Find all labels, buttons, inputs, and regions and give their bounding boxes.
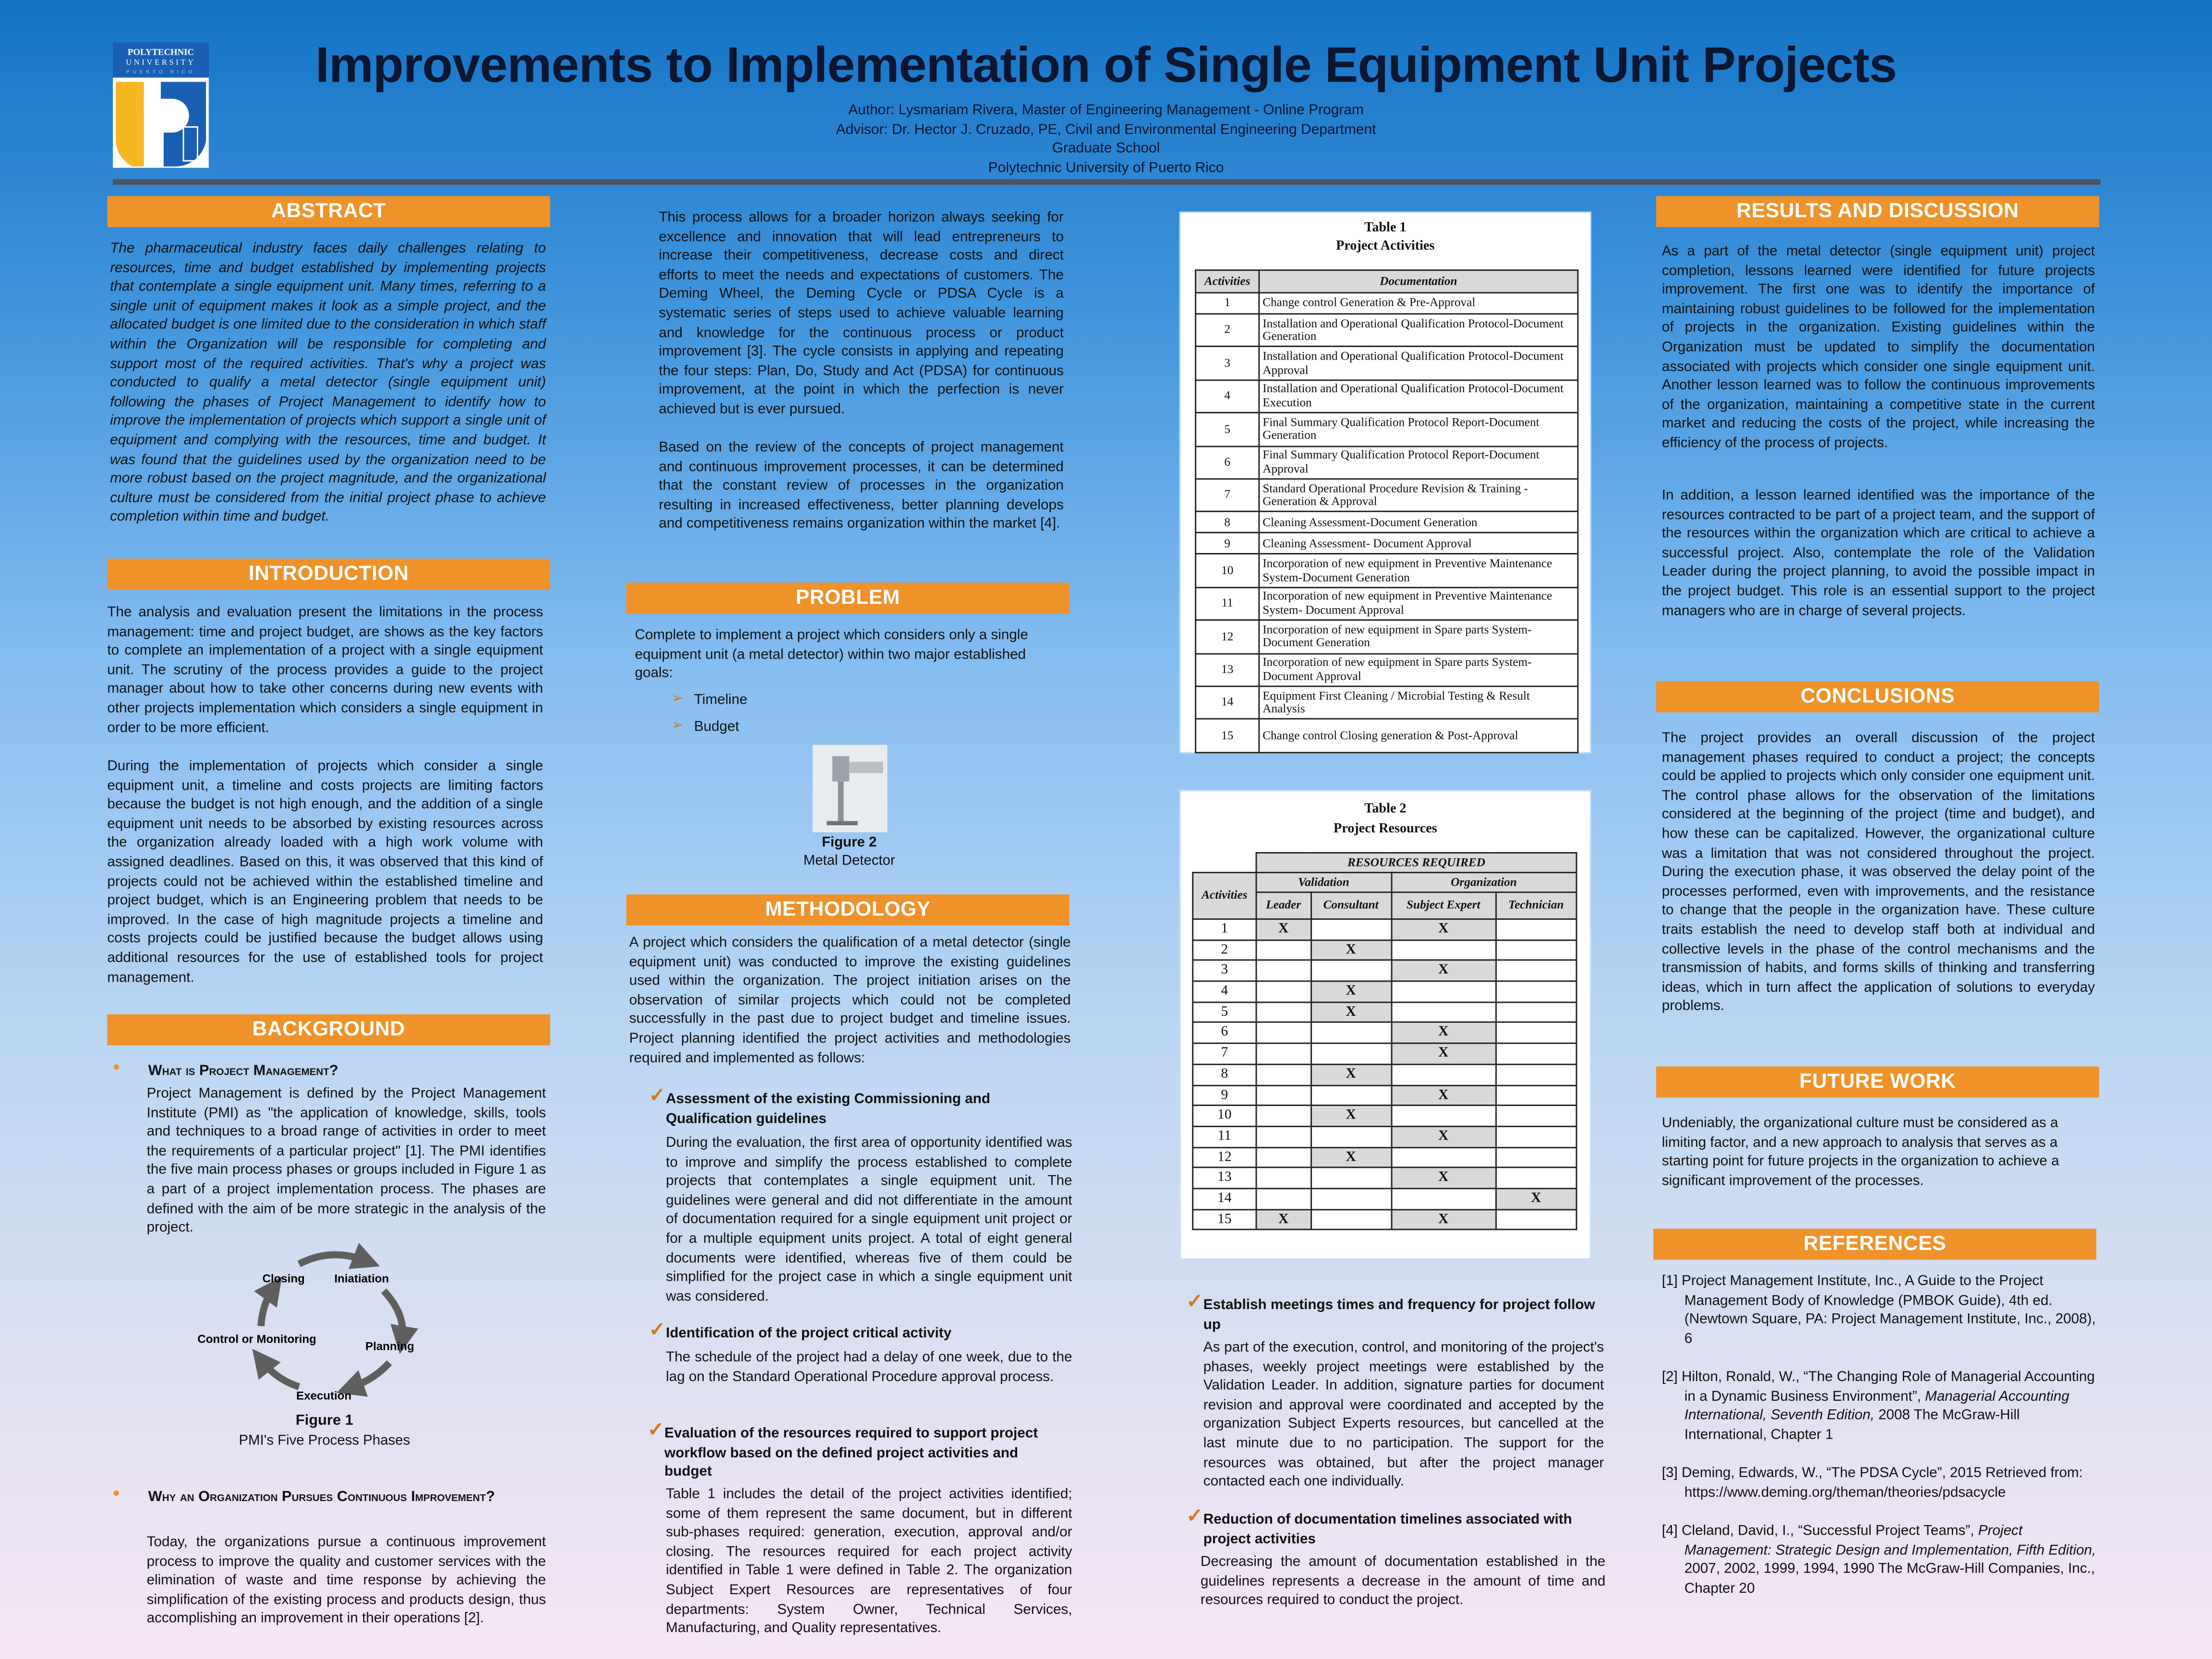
resource-cell <box>1496 981 1576 1002</box>
table2-row <box>1193 981 1576 1002</box>
school: Graduate School <box>1052 141 1160 157</box>
table2-row <box>1193 1085 1576 1106</box>
table1-label: Table 1 <box>1364 220 1407 236</box>
activity-number: 10 <box>1193 1106 1256 1126</box>
arrow-planning-to-execution <box>350 1363 389 1388</box>
table2-row <box>1193 1044 1576 1064</box>
resource-cell <box>1256 1022 1310 1043</box>
table2 <box>1179 790 1591 1260</box>
goal-budget: Budget <box>694 719 739 735</box>
reference-text: Project Management: Strategic Design and Implementation, Fifth Edition, <box>1684 1523 2096 1559</box>
step-4-title: ✓ Establish meetings times and frequency for project follow up <box>1186 1289 1595 1333</box>
reference-text: Managerial Accounting International, Seventh Edition, <box>1684 1389 2069 1424</box>
table2-row <box>1193 1147 1576 1167</box>
activity-documentation: Incorporation of new equipment in Preventive Maintenance System- Document Approval <box>1259 587 1578 620</box>
background-a2: Today, the organizations pursue a continuous improvement process to improve the quality and customer services with the elimination of waste and time response by achieving the simplification of the existing process and products design, thus accomplishing an improvement in their operations [2]. <box>146 1535 546 1627</box>
table1 <box>1179 212 1591 753</box>
header-divider <box>113 179 2101 185</box>
resource-cell: X <box>1391 1022 1496 1043</box>
activity-number: 12 <box>1193 1147 1256 1167</box>
table2-row <box>1193 1106 1576 1126</box>
activity-number: 6 <box>1193 1022 1256 1043</box>
resource-cell <box>1310 1044 1391 1064</box>
resource-cell <box>1496 1147 1576 1167</box>
table1-row <box>1196 533 1578 554</box>
table2-row <box>1193 1064 1576 1085</box>
metal-detector-image <box>813 745 888 832</box>
phase-label: Closing <box>262 1272 305 1286</box>
resource-cell: X <box>1310 1106 1391 1126</box>
resource-cell <box>1256 940 1310 961</box>
table2-row <box>1193 1002 1576 1022</box>
conclusions-text: The project provides an overall discussion of the project management phases required to conduct a project; the concepts could be applied to projects which only consider one equipment unit. The control phase allows for the observation of the limitations considered at the beginning of the project (time and budget), and how these can be capitalized. However, the organizational culture was a limitation that was not considered throughout the project. During the execution phase, it was observed the delay point of the processes performed, even with improvements, and the resistance to change that the people in the organization have. These culture traits establish the need to develop staff both at individual and collective levels in the phase of the control mechanisms and the transmission of habits, and forms skills of thinking and transferring ideas, which in turn affect the application of solutions to everyday problems. <box>1661 731 2095 1015</box>
figure1-label: Figure 1 <box>295 1412 353 1429</box>
arrow-control-to-closing <box>261 1288 274 1326</box>
resource-cell <box>1496 1126 1576 1147</box>
table2-row <box>1193 1168 1576 1189</box>
table2-col-subject-expert: Subject Expert <box>1391 892 1496 919</box>
results-p2: In addition, a lesson learned identified was the importance of the resources contracted to be part of a project team, and the support of the resources within the organization which are critical to achieve a successful project. Also, contemplate the role of the Validation Leader during the project planning, to avoid the possible impact in the project budget. This role is an essential support to the project managers who are in charge of several projects. <box>1661 488 2095 619</box>
activity-documentation: Incorporation of new equipment in Spare parts System-Document Approval <box>1259 653 1578 686</box>
activity-number: 2 <box>1193 940 1256 961</box>
activity-number: 4 <box>1193 981 1256 1002</box>
resource-cell: X <box>1391 1126 1496 1147</box>
activity-number: 1 <box>1196 293 1259 314</box>
arrow-bullet-icon: ➢ <box>671 691 684 707</box>
arrow-execution-to-control <box>261 1360 299 1387</box>
activity-number: 1 <box>1193 919 1256 940</box>
resource-cell: X <box>1310 1147 1391 1167</box>
table2-row <box>1193 1189 1576 1209</box>
resource-cell: X <box>1256 919 1310 940</box>
resource-cell <box>1496 1064 1576 1085</box>
phase-label: Iniatiation <box>334 1272 389 1286</box>
resource-cell <box>1496 1022 1576 1043</box>
resource-cell <box>1391 940 1496 961</box>
arrow-closing-to-initiation <box>299 1255 367 1264</box>
table1-header-activities: Activities <box>1196 270 1259 293</box>
background-q2: Why an Organization Pursues Continuous Improvement? <box>148 1488 495 1505</box>
table1-row <box>1196 554 1578 587</box>
checkmark-icon: ✓ <box>649 1317 666 1340</box>
figure2-caption: Metal Detector <box>803 853 895 869</box>
methodology-heading: METHODOLOGY <box>626 894 1070 926</box>
resource-cell <box>1256 1085 1310 1106</box>
table2-col-technician: Technician <box>1496 892 1576 919</box>
resource-cell: X <box>1310 940 1391 961</box>
resource-cell <box>1310 1209 1391 1230</box>
table2-row <box>1193 1209 1576 1230</box>
table2-row <box>1193 919 1576 940</box>
reference-text: [2] Hilton, Ronald, W., “The Changing Role of Managerial Accounting in a Dynamic Business Environment”, <box>1661 1370 2095 1405</box>
activity-documentation: Change control Generation & Pre-Approval <box>1259 293 1578 314</box>
table1-row <box>1196 620 1578 653</box>
goal-timeline: Timeline <box>694 692 747 709</box>
resource-cell <box>1496 919 1576 940</box>
reference-text: [3] Deming, Edwards, W., “The PDSA Cycle”, 2015 Retrieved from: https://www.deming.org/theman/theories/pdsacycle <box>1661 1466 2083 1501</box>
step-5-title: ✓ Reduction of documentation timelines associated with project activities <box>1186 1503 1572 1547</box>
table2-label: Table 2 <box>1364 801 1407 817</box>
activity-documentation: Final Summary Qualification Protocol Report-Document Approval <box>1259 446 1578 479</box>
reference-item <box>1662 1369 2099 1445</box>
step-1-title: ✓ Assessment of the existing Commissioning and Qualification guidelines <box>649 1083 990 1127</box>
activity-number: 3 <box>1193 961 1256 981</box>
activity-number: 11 <box>1193 1126 1256 1147</box>
table1-title: Project Activities <box>1336 238 1435 254</box>
activity-number: 15 <box>1193 1209 1256 1230</box>
table1-row <box>1196 446 1578 479</box>
resource-cell <box>1310 961 1391 981</box>
future-work-text: Undeniably, the organizational culture must be considered as a limiting factor, and a new approach to analysis that serves as a starting point for future projects in the organization to achieve a significant improvement of the processes. <box>1661 1116 2059 1189</box>
reference-item <box>1662 1464 2099 1503</box>
step-3-text: Table 1 includes the detail of the project activities identified; some of them represent the same document, but in different sub-phases required: generation, execution, approval and/or closing. The resources required for each project activity identified in Table 1 were defined in Table 2. The organization Subject Expert Resources are representatives of four departments: System Owner, Technical Services, Manufacturing, and Quality representatives. <box>666 1487 1072 1637</box>
resource-cell <box>1496 961 1576 981</box>
activity-documentation: Equipment First Cleaning / Microbial Testing & Result Analysis <box>1259 686 1578 719</box>
activity-number: 10 <box>1196 554 1259 587</box>
background-heading: BACKGROUND <box>107 1014 550 1046</box>
arrow-bullet-icon: ➢ <box>671 718 684 734</box>
step-1-text: During the evaluation, the first area of opportunity identified was to improve and simplify the process established to complete projects that contemplates a single equipment unit. The guidelines were general and did not differentiate in the amount of documentation required for a single equipment unit project or for a multiple equipment units project. A total of eight general documents were identified, whereas five of them could be simplified for the project case in which a single equipment unit was considered. <box>666 1135 1072 1305</box>
activity-documentation: Cleaning Assessment-Document Generation <box>1259 512 1578 533</box>
reference-item <box>1662 1273 2099 1349</box>
resource-cell <box>1256 961 1310 981</box>
activity-number: 13 <box>1193 1168 1256 1189</box>
university: Polytechnic University of Puerto Rico <box>988 160 1224 176</box>
table2-row <box>1193 1022 1576 1043</box>
checkmark-icon: ✓ <box>647 1418 664 1441</box>
activity-documentation: Installation and Operational Qualification Protocol-Document Approval <box>1259 347 1578 380</box>
activity-number: 13 <box>1196 653 1259 686</box>
arrow-initiation-to-planning <box>384 1291 403 1340</box>
resource-cell <box>1256 1126 1310 1147</box>
step-5-text: Decreasing the amount of documentation established in the guidelines represents a decrease in the amount of time and resources required to conduct the project. <box>1200 1554 1606 1609</box>
activity-documentation: Standard Operational Procedure Revision & Training - Generation & Approval <box>1259 479 1578 512</box>
methodology-text: A project which considers the qualification of a metal detector (single equipment unit) was conducted to improve the existing guidelines used within the organization. The project initiation arises on the observation of similar projects which could not be completed successfully in the past due to project budget and timeline issues. Project planning identified the project activities and methodologies required and implemented as follows: <box>629 935 1071 1066</box>
resource-cell <box>1310 1022 1391 1043</box>
process-cycle-diagram <box>183 1241 466 1411</box>
resource-cell <box>1256 1189 1310 1209</box>
checkmark-icon: ✓ <box>1186 1289 1203 1312</box>
resource-cell <box>1256 1002 1310 1022</box>
bullet-icon: • <box>113 1481 120 1504</box>
phase-label: Planning <box>365 1340 414 1353</box>
activity-number: 3 <box>1196 347 1259 380</box>
introduction-heading: INTRODUCTION <box>107 559 550 590</box>
table1-row <box>1196 293 1578 314</box>
resource-cell <box>1310 919 1391 940</box>
resource-cell: X <box>1391 1168 1496 1189</box>
resource-cell: X <box>1391 919 1496 940</box>
resource-cell <box>1496 1106 1576 1126</box>
resource-cell: X <box>1496 1189 1576 1209</box>
step-2-title: ✓ Identification of the project critical activity <box>649 1317 952 1342</box>
resource-cell <box>1496 1002 1576 1022</box>
advisor: Advisor: Dr. Hector J. Cruzado, PE, Civil and Environmental Engineering Department <box>836 122 1376 138</box>
step-4-text: As part of the execution, control, and monitoring of the project's phases, weekly project meetings were established by the Validation Leader. In addition, signature parties for document revision and approval were coordinated and accepted by the organization Subject Experts resources, but cancelled at the last minute due to no participation. The support for the resources was obtained, but after the project manager contacted each one individually. <box>1203 1340 1604 1490</box>
abstract-heading: ABSTRACT <box>107 196 550 227</box>
activity-documentation: Installation and Operational Qualification Protocol-Document Execution <box>1259 380 1578 413</box>
resource-cell <box>1391 1064 1496 1085</box>
activity-number: 7 <box>1193 1044 1256 1064</box>
reference-text: [1] Project Management Institute, Inc., A Guide to the Project Management Body of Knowledge (PMBOK Guide), 4th ed. (Newtown Square, PA: Project Management Institute, Inc., 2008), 6 <box>1661 1274 2096 1347</box>
activity-documentation: Final Summary Qualification Protocol Report-Document Generation <box>1259 413 1578 446</box>
activity-number: 14 <box>1193 1189 1256 1209</box>
table1-row <box>1196 587 1578 620</box>
resource-cell: X <box>1391 961 1496 981</box>
table1-row <box>1196 719 1578 752</box>
table1-row <box>1196 314 1578 347</box>
resource-cell <box>1496 1209 1576 1230</box>
activity-number: 8 <box>1193 1064 1256 1085</box>
activity-number: 7 <box>1196 479 1259 512</box>
resource-cell: X <box>1391 1044 1496 1064</box>
problem-text: Complete to implement a project which considers only a single equipment unit (a metal detector) within two major established goals: <box>635 627 1028 682</box>
resource-cell <box>1256 1147 1310 1167</box>
table1-row <box>1196 686 1578 719</box>
resource-cell: X <box>1310 1002 1391 1022</box>
table2-group-header: RESOURCES REQUIRED <box>1256 853 1576 872</box>
table2-col-leader: Leader <box>1256 892 1310 919</box>
resource-cell <box>1496 1085 1576 1106</box>
table2-subgroup-organization: Organization <box>1391 873 1576 892</box>
activity-number: 5 <box>1196 413 1259 446</box>
continuous-improvement-p2: Based on the review of the concepts of project management and continuous improvement processes, it can be determined that the constant review of processes in the organization resulting in increased effectiveness, better planning develops and competitiveness remains organization within the market [4]. <box>659 440 1064 533</box>
phase-label: Control or Monitoring <box>197 1333 316 1346</box>
phase-label: Execution <box>296 1389 352 1403</box>
references-heading: REFERENCES <box>1653 1229 2096 1260</box>
resource-cell: X <box>1391 1209 1496 1230</box>
activity-number: 8 <box>1196 512 1259 533</box>
problem-heading: PROBLEM <box>626 583 1070 614</box>
svg-text:UNIVERSITY: UNIVERSITY <box>126 58 196 67</box>
background-a1: Project Management is defined by the Project Management Institute (PMI) as "the application of knowledge, skills, tools and techniques to a broad range of activities in order to meet the requirements of a particular project" [1]. The PMI identifies the five main process phases or groups included in Figure 1 as a part of a project implementation process. The phases are defined with the aim of be more strategic in the analysis of the project. <box>146 1086 546 1236</box>
reference-item <box>1662 1522 2099 1599</box>
table1-row <box>1196 413 1578 446</box>
figure2-label: Figure 2 <box>821 835 877 851</box>
table1-header-documentation: Documentation <box>1259 270 1578 293</box>
future-work-heading: FUTURE WORK <box>1656 1067 2099 1098</box>
activity-number: 5 <box>1193 1002 1256 1022</box>
resource-cell <box>1496 1168 1576 1189</box>
table2-col-consultant: Consultant <box>1310 892 1391 919</box>
activity-number: 2 <box>1196 314 1259 347</box>
table1-row <box>1196 512 1578 533</box>
table1-row <box>1196 347 1578 380</box>
table2-row-header: Activities <box>1193 873 1256 919</box>
table2-row <box>1193 961 1576 981</box>
introduction-p1: The analysis and evaluation present the limitations in the process management: time and project budget, are shows as the key factors to complete an implementation of a project with a single equipment unit. The scrutiny of the process provides a guide to the project manager about how to take other concerns during new events with other projects implementation which considers a single equipment in order to be more efficient. <box>107 605 543 736</box>
resource-cell: X <box>1391 1085 1496 1106</box>
background-q1: What is Project Management? <box>148 1062 338 1080</box>
resource-cell <box>1256 981 1310 1002</box>
results-heading: RESULTS AND DISCUSSION <box>1656 196 2099 227</box>
results-p1: As a part of the metal detector (single equipment unit) project completion, lessons learned were identified for future projects improvement. The first one was to identify the importance of maintaining robust guidelines to be followed for the implementation of projects in the organization. Existing guidelines within the Organization must be updated to simplify the documentation associated with projects which consider one single equipment unit. Another lesson learned was to follow the continuous improvements of the organization, maintaining a competitive state in the current market and reducing the costs of the project, while increasing the efficiency of the process of projects. <box>1661 244 2095 452</box>
table2-row <box>1193 1126 1576 1147</box>
svg-text:POLYTECHNIC: POLYTECHNIC <box>127 47 194 58</box>
activity-number: 12 <box>1196 620 1259 653</box>
activity-documentation: Cleaning Assessment- Document Approval <box>1259 533 1578 554</box>
reference-text: 2008 The McGraw-Hill International, Chapter 1 <box>1684 1408 2020 1443</box>
activity-number: 14 <box>1196 686 1259 719</box>
resource-cell <box>1310 1085 1391 1106</box>
resource-cell <box>1256 1064 1310 1085</box>
activity-number: 4 <box>1196 380 1259 413</box>
continuous-improvement-p1: This process allows for a broader horizon always seeking for excellence and innovation that will lead entrepreneurs to increase their competitiveness, decrease costs and direct efforts to meet the needs and expectations of customers. The Deming Wheel, the Deming Cycle or PDSA Cycle is a systematic series of steps used to achieve valuable learning and knowledge for the continuous process or product improvement [3]. The cycle consists in applying and repeating the four steps: Plan, Do, Study and Act (PDSA) for continuous improvement, at the point in which the perfection is never achieved but is ever pursued. <box>659 210 1064 418</box>
activity-number: 6 <box>1196 446 1259 479</box>
abstract-text: The pharmaceutical industry faces daily challenges relating to resources, time and budget established by implementing projects that contemplate a single equipment unit. Many times, referring to a single unit of equipment makes it look as a simple project, and the allocated budget is one limited due to the consideration in which staff within the Organization will be responsible for completing and support most of the required activities. That's why a project was conducted to qualify a metal detector (single equipment unit) following the phases of Project Management to identify how to improve the implementation of projects which support a single unit of equipment and complying with the resources, time and budget. It was found that the guidelines used by the organization need to be more robust based on the project magnitude, and the organizational culture must be considered from the initial project phase to achieve completion within time and budget. <box>110 241 546 526</box>
author: Author: Lysmariam Rivera, Master of Engineering Management - Online Program <box>848 103 1364 119</box>
resource-cell <box>1310 1189 1391 1209</box>
svg-text:PUERTO RICO: PUERTO RICO <box>126 69 196 75</box>
checkmark-icon: ✓ <box>1186 1503 1203 1527</box>
table2-row <box>1193 940 1576 961</box>
activity-documentation: Incorporation of new equipment in Preventive Maintenance System-Document Generation <box>1259 554 1578 587</box>
resource-cell <box>1391 1002 1496 1022</box>
resource-cell <box>1391 1106 1496 1126</box>
activity-number: 9 <box>1196 533 1259 554</box>
figure1-caption: PMI's Five Process Phases <box>239 1433 410 1449</box>
resource-cell <box>1256 1044 1310 1064</box>
bullet-icon: • <box>113 1055 120 1078</box>
table2-title: Project Resources <box>1333 821 1437 837</box>
resource-cell <box>1310 1126 1391 1147</box>
resource-cell <box>1391 1189 1496 1209</box>
resource-cell: X <box>1256 1209 1310 1230</box>
introduction-p2: During the implementation of projects which consider a single equipment unit, a timeline and costs projects are limiting factors because the budget is not high enough, and the addition of a single equipment unit needs to be absorbed by existing resources across the organization already loaded with a high work volume with assigned deadlines. Based on this, it was observed that this kind of projects could not be achieved within the established timeline and project budget, which is an Engineering problem that needs to be improved. In the case of high magnitude projects a timeline and costs projects could be justified because the budget allows using additional resources for the use of established tools for project management. <box>107 759 543 986</box>
activity-documentation: Change control Closing generation & Post-Approval <box>1259 719 1578 752</box>
reference-text: 2007, 2002, 1999, 1994, 1990 The McGraw-Hill Companies, Inc., Chapter 20 <box>1684 1562 2095 1597</box>
step-2-text: The schedule of the project had a delay of one week, due to the lag on the Standard Operational Procedure approval process. <box>666 1350 1072 1385</box>
resource-cell: X <box>1310 981 1391 1002</box>
poster-title: Improvements to Implementation of Single Equipment Unit Projects <box>315 36 1897 93</box>
table1-row <box>1196 653 1578 686</box>
reference-text: [4] Cleland, David, I., “Successful Project Teams”, <box>1661 1523 1978 1539</box>
activity-number: 11 <box>1196 587 1259 620</box>
table1-row <box>1196 380 1578 413</box>
activity-number: 15 <box>1196 719 1259 752</box>
activity-documentation: Installation and Operational Qualification Protocol-Document Generation <box>1259 314 1578 347</box>
resource-cell <box>1391 1147 1496 1167</box>
resource-cell <box>1496 940 1576 961</box>
conclusions-heading: CONCLUSIONS <box>1656 681 2099 712</box>
resource-cell <box>1310 1168 1391 1189</box>
step-3-title: ✓ Evaluation of the resources required to support project workflow based on the defined project activities and budget <box>647 1418 1038 1480</box>
resource-cell <box>1391 981 1496 1002</box>
resource-cell <box>1496 1044 1576 1064</box>
resource-cell <box>1256 1106 1310 1126</box>
table2-subgroup-validation: Validation <box>1256 873 1391 892</box>
resource-cell <box>1256 1168 1310 1189</box>
activity-documentation: Incorporation of new equipment in Spare parts System-Document Generation <box>1259 620 1578 653</box>
table1-row <box>1196 479 1578 512</box>
checkmark-icon: ✓ <box>649 1083 666 1106</box>
activity-number: 9 <box>1193 1085 1256 1106</box>
resource-cell: X <box>1310 1064 1391 1085</box>
